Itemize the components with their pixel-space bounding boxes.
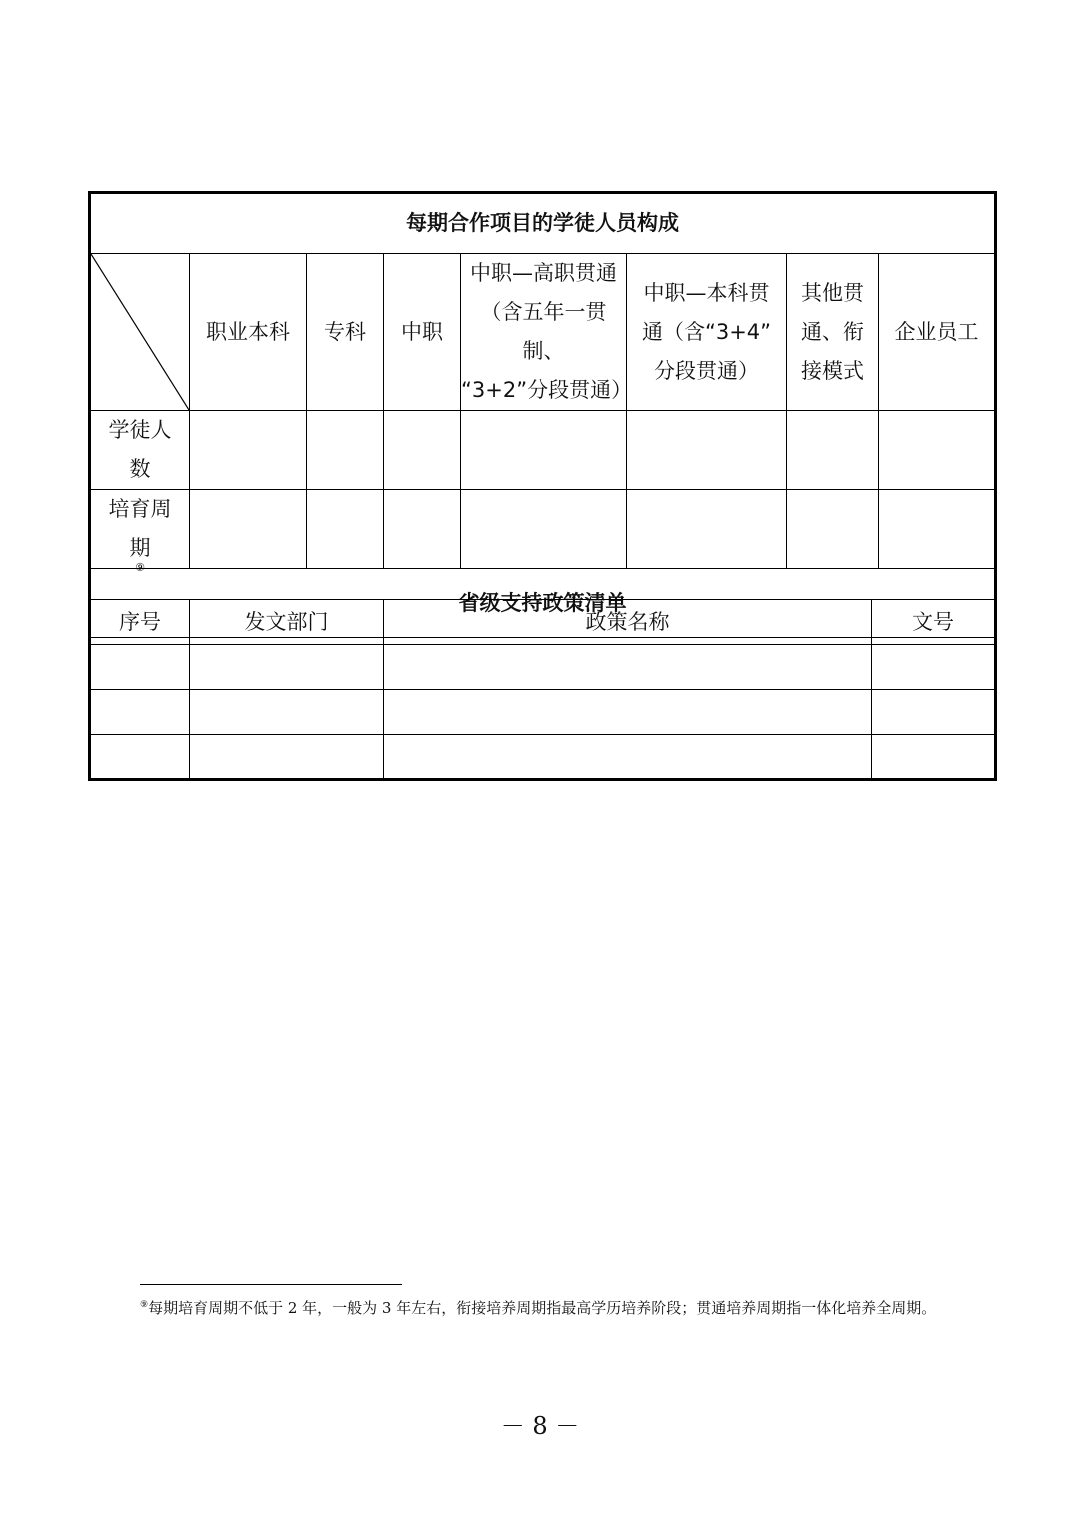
- table-cell[interactable]: [384, 735, 872, 780]
- row-label-apprentice-count: 学徒人 数: [90, 411, 190, 490]
- header-issuer: 发文部门: [190, 600, 384, 645]
- policy-list-table: [88, 599, 997, 781]
- page-number: － 8 －: [500, 1412, 580, 1440]
- footnote-separator: [140, 1284, 402, 1285]
- table-cell[interactable]: [879, 490, 996, 569]
- table-cell[interactable]: [627, 411, 787, 490]
- table-cell[interactable]: [384, 411, 461, 490]
- table-row: [90, 690, 996, 735]
- diagonal-corner-cell: [90, 254, 190, 411]
- header-policy-name: 政策名称: [384, 600, 872, 645]
- table-row: [90, 645, 996, 690]
- diagonal-line: [91, 254, 189, 410]
- column-header-row: [90, 254, 996, 411]
- table-row: [90, 735, 996, 780]
- table-cell[interactable]: [90, 690, 190, 735]
- section2-title: 省级支持政策清单: [90, 569, 996, 638]
- table-cell[interactable]: [190, 490, 307, 569]
- table-cell[interactable]: [627, 490, 787, 569]
- row-label-training-cycle: 培育周 期 ⑨: [90, 490, 190, 569]
- table-cell[interactable]: [872, 735, 996, 780]
- footnote-marker: ⑨: [140, 1300, 149, 1310]
- header-serial: 序号: [90, 600, 190, 645]
- table-cell[interactable]: [384, 645, 872, 690]
- column-header: 专科: [307, 254, 384, 411]
- column-header: 职业本科: [190, 254, 307, 411]
- table-cell[interactable]: [90, 735, 190, 780]
- table-cell[interactable]: [787, 411, 879, 490]
- table-cell[interactable]: [879, 411, 996, 490]
- table-cell[interactable]: [307, 490, 384, 569]
- table-cell[interactable]: [190, 690, 384, 735]
- table-cell[interactable]: [461, 411, 627, 490]
- column-header: 中职—本科贯 通（含“3+4” 分段贯通）: [627, 254, 787, 411]
- apprentice-composition-table: [88, 191, 997, 638]
- column-header: 其他贯 通、衔 接模式: [787, 254, 879, 411]
- column-header: 企业员工: [879, 254, 996, 411]
- footnote-text: 每期培育周期不低于 2 年，一般为 3 年左右，衔接培养周期指最高学历培养阶段；贯通培养周期指一体化培养全周期。: [148, 1299, 937, 1317]
- table-cell[interactable]: [872, 690, 996, 735]
- table-cell[interactable]: [787, 490, 879, 569]
- table-cell[interactable]: [872, 645, 996, 690]
- column-header: 中职—高职贯通 （含五年一贯制、 “3+2”分段贯通）: [461, 254, 627, 411]
- policy-header-row: [90, 600, 996, 645]
- apprentice-count-row: [90, 411, 996, 490]
- table-cell[interactable]: [307, 411, 384, 490]
- table-cell[interactable]: [190, 735, 384, 780]
- column-header: 中职: [384, 254, 461, 411]
- footnote: [140, 1294, 950, 1319]
- table-cell[interactable]: [190, 411, 307, 490]
- header-doc-number: 文号: [872, 600, 996, 645]
- table-cell[interactable]: [461, 490, 627, 569]
- section1-title: 每期合作项目的学徒人员构成: [90, 193, 996, 254]
- table-cell[interactable]: [384, 490, 461, 569]
- table-cell[interactable]: [90, 645, 190, 690]
- table-cell[interactable]: [190, 645, 384, 690]
- table-cell[interactable]: [384, 690, 872, 735]
- training-cycle-row: [90, 490, 996, 569]
